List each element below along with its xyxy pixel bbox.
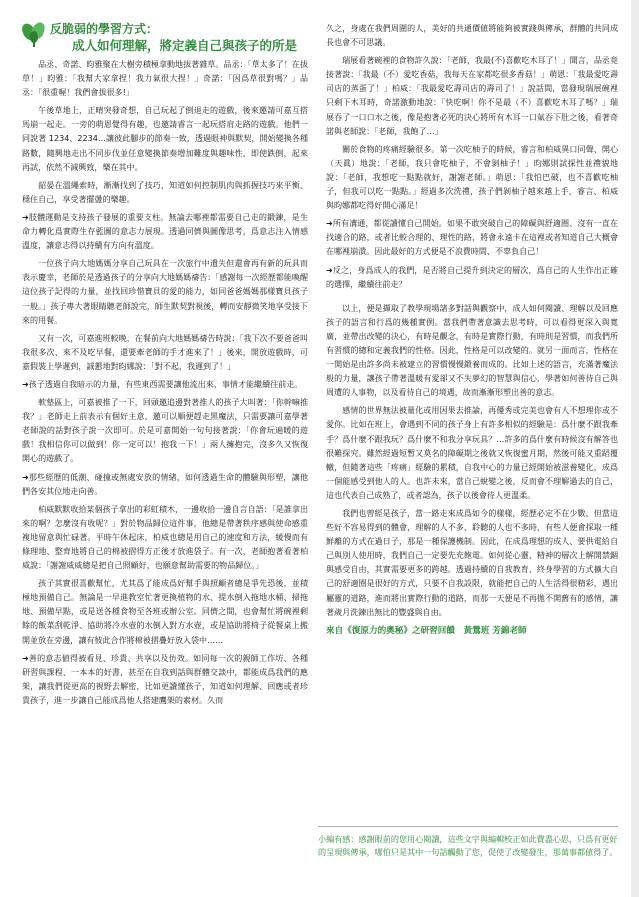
right-column bbox=[326, 22, 618, 642]
paragraph: 柏威默默收拾某個孩子拿出的彩虹積木，一邊收拾一邊自言自語：「是誰拿出來的啊？怎麼沒有收呢？」對於物品歸位這件事，他總是帶著秩序感與使命感重複地留意與忙碌著。平時午休起床，柏威也總是用自己的速度和方法，緩慢而有條理地、整齊地將自己的棉被摺得方正後才放進袋子。有一次，老師抱著看著柏威說：「謝謝威威總是把自己照顧好，也願意幫助需要的物品歸位。」 bbox=[22, 504, 308, 571]
title-block bbox=[50, 22, 308, 54]
paragraph: ➜孩子透過自我暗示的力量，有些東西需要讓他流出來，事情才能繼續往前走。 bbox=[22, 379, 303, 389]
article-title: 反脆弱的學習方式： bbox=[50, 22, 159, 36]
editor-note: 小編有感：感謝眼前的您用心閱讀，這些文字與編輯校正如此費盡心思，只爲有更好的呈現與傳承，哪怕只是其中一句話觸動了您，促使了改變發生，那萬事都値得了。 bbox=[318, 826, 618, 859]
article-subtitle: 成人如何理解，將定義自己與孩子的所是 bbox=[72, 38, 298, 53]
paragraph: 午後草地上，正晴突發奇想，自己玩起了倒退走的遊戲，後來邀請可嘉互搭馬崩一起走。一旁的萌恩覺得有趣，也邀請睿言一起玩搭肩走路的遊戲。他們一同說著 1234、2234…讓彼此腳步的節奏一致，透過眼神與默契，開始變換各種路數，隨興地走出不同步伐並任意變換節奏增加難度與趣味性，即使跌倒，起來再試，依然不減興致，樂在其中。 bbox=[22, 106, 308, 172]
left-body bbox=[22, 58, 308, 708]
left-column bbox=[22, 22, 308, 712]
paragraph: ➜善的意志値得被看見、珍貴、共享以及仿效。如同每一次的親師工作坊、各種研習與課程、一本本的好書，甚至在自我到話與群體交談中，都能成爲我們的應架，讓我們從更高的視野去解密，比如更讀懂孩子，知道如何理解、回應或者珍貴孩子，進一步讓自己能成爲他人搭建鷹架的素材。久而 bbox=[22, 653, 308, 705]
paragraph: ➜肢體運動是支持孩子發展的重要支柱。無論去哪裡都需要自己走的鍛鍊，是生命力轉化爲實際生存藍圖的意志力展現。透過同儕與圖像思考，爲意志注入情感溫度，讓意志得以持續有方向有溫度。 bbox=[22, 212, 308, 251]
paragraph: 品丞、奇諾、昀雅聚在大樹旁積極拿動地拔著雜草。品丞：「草太多了！在拔草！」昀雅：「我幫大家拿捏！我力氣很大捏！」奇諾：「因爲草很對嗎？」品丞：「很重喔！我們會拔很多!」 bbox=[22, 60, 308, 98]
paragraph: ➜那些經歷的低潮、碰撞或無處安放的情緒，如何透過生命的體驗與形塑，讓他們各安其位地走向善。 bbox=[22, 472, 308, 496]
right-body bbox=[326, 22, 618, 620]
paragraph: 一位孩子向大地媽媽分享自己玩具在一次旅行中遺失但還會再有新的玩具而表示慶幸，老師於是透過孩子的分享向大地媽媽禱告：「感謝每一次經歷都能喚醒這位孩子記得的力量，並找回珍惜寶貝的愛的能力，如同爸爸媽媽那樣寶貝孩子一般。」孩子專大著眼睛聽老師說完，師生默契對視後，轉而安靜微笑地享受接下來的用餐。 bbox=[22, 259, 308, 325]
paragraph: 感情的世界無法被量化或用因果去推論，再優秀或完美也會有人不想理你或不愛你。比如在班上，會遇到不同的孩子身上有許多相似的經驗是：爲什麼不跟我牽手？爲什麼不跟我玩？爲什麼不和我分享玩具？…許多的爲什麼有時候沒有解答也很難探究。雖然經過短暫又莫名的障礙期之後就又恢復蜜月期，然後可能又重蹈覆轍，但隨著這些「疼痛」經驗的累積，自我中心的力量已經開始被滋養變化，成爲一個能感受到他人的人。也許未來，當自己蛻變之後，反而會不理解過去的自己，這也代表自己成熟了，或者認為，孩子以後會待人更溫柔。 bbox=[326, 406, 618, 500]
page-edge bbox=[631, 0, 639, 897]
paragraph: ➜反之，身爲成人的我們，是否將自己提升到決定的層次，爲自己的人生作出正確的選擇，繼續往前走？ bbox=[326, 265, 618, 289]
paragraph: ➜所有溝通，都從讀懂自己開始。如果不敢突破自己的障礙與舒適圈、沒有一直在找適合的路，或者比較合理的、理性的路，將會永遠卡在這裡或者知道自己大概會在哪裡崩潰。因此最好的方式便是不浪費時間、不辜負自己！ bbox=[326, 219, 618, 257]
paragraph: 又有一次，可嘉進班較晚，在餐前向大地媽媽禱告時說：「我下次不要爸爸叫我很多次、來不及吃早餐，還要牽老師的手才進來了！」後來，開放遊戲時，可嘉假裝上學遲到，誠懇地對昀娜說：「對不起，我遲到了！」 bbox=[22, 333, 308, 371]
paragraph: 久之，身處在我們周圍的人，美好的共通價値將能夠被實踐與傳承，群體的共同成長也會不可思議。 bbox=[326, 24, 618, 48]
paragraph: 關於食物的疼痛經驗很多。第一次吃柚子的時候，睿言和柏威異口同聲、開心（天眞）地說：「老師，我只會吃柚子，不會剝柚子！」昀娜則試探性並禮貌地說：「老師，我想吃一點點就好，謝謝老師。」萌恩：「我怕巴破，也不喜歡吃柚子，但我可以吃一點點。」經過多次洗禮，孩子們剝柚子越來越上手，睿言、柏威與昀娜都吃得好開心滿足！ bbox=[326, 144, 618, 211]
article-header bbox=[22, 22, 308, 54]
paragraph: 韶晏在溫繩索時，漸漸找到了技巧，知道如何控制肌肉與抓握技巧來平衡、穩住自己，享受著擺盪的樂趣。 bbox=[22, 180, 308, 204]
paragraph: 以上，便是擷取了教學現場諸多對話與觀察中，成人如何閱讀、理解以及回應孩子的語言和行爲的幾種實例。當我們帶著意識去思考時，可以看得更深入與寬廣，並帶出改變的決心，有時是觀念，有時是實際行動，有時則是習慣，而我們所有習慣的總和定義我們的性格。因此，性格是可以改變的。就另一面而言，性格在一開始是由許多尚未被建立的習慣慢慢鍛養而成的。比如上述的語言，充滿著魔法般的力量，讓孩子帶著溫暖有愛卻又不失夢幻的智慧與信心，學著如何善待自己與周遭的人事物，以及看待自己的境遇，故而漸漸形塑出善的意志。 bbox=[326, 303, 618, 398]
green-plant-icon bbox=[22, 22, 46, 48]
paragraph: 我們也曾經是孩子，當一路走來成爲如今的樣樣，經歷必定不在少數，但當這些好不容易得到的體會，理解的人不多、聆聽的人也不多時，有些人便會採取一種鮮離的方式在過日子，那是一種保護機制。因此，在成爲理想的成人、要供電給自己與別人使用時，我們自己一定要先充飽電。如何從心靈、精神的層次上解開禁錮與感受自由，其實需要更多的跨越。透過持續的自我教育、終身學習的方式擴大自己的舒適圈是很好的方式，只要不自我設限，就能把自己的人生活得很精彩，遇出屬靈的道路，進而將出實際行動的道路，而那一天便是不再拋不開舊有的感情，讓著歲月洗鍊出無比的豐盛與自由。 bbox=[326, 509, 618, 617]
article-signature: 來自《復原力的奧秘》之研習回饋 黃鶯班 芳錦老師 bbox=[326, 625, 527, 636]
paragraph: 孩子其實很喜歡幫忙，尤其爲了能成爲好幫手與照顧者總是爭先恐後，並積極地預備自己。無論是一早進教室忙著更換植物的水、提水倒入拖地水桶、掃拖地、預備早點，或是送各種食物至各班或辦公室。同儕之間，也會幫忙將碗裡剩餘的飯菜刮乾淨、協助將冷水壺的水倒入對方水壺，或是協助將椅子從餐桌上搬開並放在旁邊，讓有彼此合作將棉被摺疊好放入袋中…… bbox=[22, 579, 308, 645]
paragraph: 瑞展看著碗裡的食物許久說：「老師，我最(不)喜歡吃木耳了！」聞言，品丞竟接著說：「我最（不）愛吃香菇，我每天在家都吃很多香菇！」萌恩：「我最愛吃壽司店的蒸蛋了！」柏威：「我最愛吃壽司店的壽司了！」說話間，當發現瑞展碗裡只剩下木耳時，奇諾激動地說：「快吃啊！你不是最（不）喜歡吃木耳了嗎？」瑞展吞了一口口水之後，像是抱著必死的決心將所有木耳一口氣吞下肚之後，看著奇諾與老師說：「老師，我飽了…」 bbox=[326, 56, 618, 136]
paragraph: 軟墊區上，可嘉被推了一下，回頭邀追邊對著推人的孩子大叫著：「你幹嘛推我？」老師走上前表示有個好主意，邀可以順便趕走黑魔法，只需要讓可嘉學著老師說的話對孩子說一次即可。於是可嘉開始一句句接著說：「你會玩遍暖的遊戲！我相信你可以做到！你一定可以！抱我一下！」兩人擁抱完，沒多久又恢復開心的遊戲了。 bbox=[22, 398, 308, 464]
